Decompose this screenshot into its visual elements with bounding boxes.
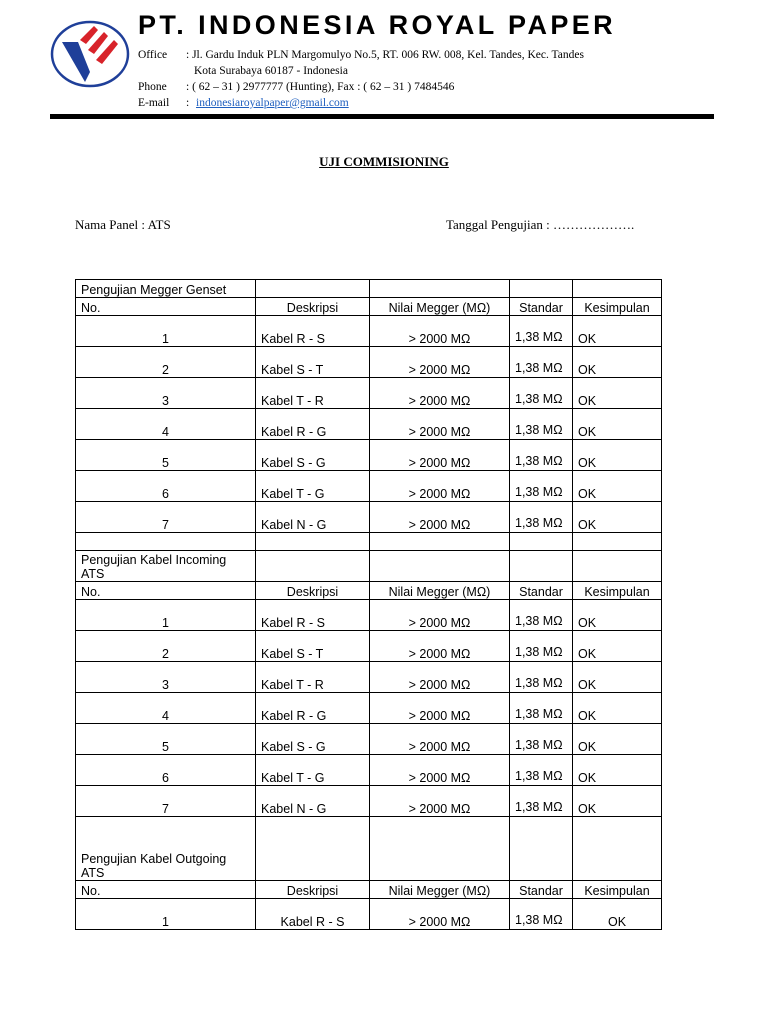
row-number: 1 — [76, 899, 256, 930]
email-link[interactable]: indonesiaroyalpaper@gmail.com — [196, 97, 349, 109]
row-standard: 1,38 MΩ — [510, 724, 573, 755]
row-megger-value: > 2000 MΩ — [370, 693, 510, 724]
table-row — [76, 631, 662, 662]
row-standard: 1,38 MΩ — [510, 440, 573, 471]
email-label: E-mail — [138, 97, 170, 109]
row-standard: 1,38 MΩ — [510, 378, 573, 409]
row-standard: 1,38 MΩ — [510, 662, 573, 693]
row-standard: 1,38 MΩ — [510, 471, 573, 502]
section-title: Pengujian Kabel Outgoing ATS — [76, 817, 256, 881]
section-title: Pengujian Megger Genset — [76, 280, 256, 298]
row-number: 2 — [76, 347, 256, 378]
row-result: OK — [573, 662, 662, 693]
column-header-row — [76, 881, 662, 899]
company-name: PT. INDONESIA ROYAL PAPER — [138, 10, 617, 40]
row-standard: 1,38 MΩ — [510, 409, 573, 440]
commissioning-table — [75, 279, 662, 930]
row-standard: 1,38 MΩ — [510, 899, 573, 930]
row-description: Kabel S - T — [256, 631, 370, 662]
row-megger-value: > 2000 MΩ — [370, 347, 510, 378]
office-address-line2: Kota Surabaya 60187 - Indonesia — [194, 65, 348, 77]
empty-cell — [370, 817, 510, 881]
row-standard: 1,38 MΩ — [510, 786, 573, 817]
row-description: Kabel R - G — [256, 693, 370, 724]
row-number: 3 — [76, 662, 256, 693]
office-label: Office — [138, 49, 168, 61]
logo-blue-stroke — [62, 42, 90, 82]
col-header-nilai-megger: Nilai Megger (MΩ) — [370, 582, 510, 600]
col-header-deskripsi: Deskripsi — [256, 582, 370, 600]
empty-cell — [370, 551, 510, 582]
column-header-row — [76, 298, 662, 316]
row-megger-value: > 2000 MΩ — [370, 724, 510, 755]
row-description: Kabel R - G — [256, 409, 370, 440]
col-header-no: No. — [76, 582, 256, 600]
row-number: 6 — [76, 755, 256, 786]
row-description: Kabel S - G — [256, 440, 370, 471]
empty-cell — [510, 280, 573, 298]
row-result: OK — [573, 502, 662, 533]
row-description: Kabel R - S — [256, 316, 370, 347]
empty-cell — [256, 280, 370, 298]
row-description: Kabel T - G — [256, 471, 370, 502]
row-result: OK — [573, 409, 662, 440]
table-row — [76, 502, 662, 533]
row-result: OK — [573, 693, 662, 724]
row-megger-value: > 2000 MΩ — [370, 786, 510, 817]
phone-value: : ( 62 – 31 ) 2977777 (Hunting), Fax : ( 62 – 31 ) 7484546 — [186, 81, 455, 93]
row-description: Kabel R - S — [256, 600, 370, 631]
panel-name: Nama Panel : ATS — [75, 217, 171, 232]
row-description: Kabel T - R — [256, 662, 370, 693]
col-header-deskripsi: Deskripsi — [256, 298, 370, 316]
row-description: Kabel N - G — [256, 786, 370, 817]
row-result: OK — [573, 755, 662, 786]
document-title: UJI COMMISIONING — [319, 154, 449, 169]
row-result: OK — [573, 631, 662, 662]
email-separator: : — [186, 97, 190, 109]
row-standard: 1,38 MΩ — [510, 600, 573, 631]
row-result: OK — [573, 316, 662, 347]
header-divider — [50, 114, 714, 119]
row-description: Kabel N - G — [256, 502, 370, 533]
row-result: OK — [573, 471, 662, 502]
row-result: OK — [573, 899, 662, 930]
empty-cell — [76, 533, 256, 551]
row-megger-value: > 2000 MΩ — [370, 899, 510, 930]
row-description: Kabel R - S — [256, 899, 370, 930]
table-row — [76, 600, 662, 631]
row-megger-value: > 2000 MΩ — [370, 631, 510, 662]
table-row — [76, 693, 662, 724]
empty-cell — [510, 817, 573, 881]
section-title-row — [76, 551, 662, 582]
empty-cell — [256, 551, 370, 582]
row-standard: 1,38 MΩ — [510, 693, 573, 724]
row-description: Kabel S - G — [256, 724, 370, 755]
row-number: 3 — [76, 378, 256, 409]
logo-red-stroke-1 — [80, 26, 98, 44]
empty-cell — [573, 817, 662, 881]
row-result: OK — [573, 786, 662, 817]
empty-cell — [573, 551, 662, 582]
row-number: 5 — [76, 440, 256, 471]
office-address-line1: : Jl. Gardu Induk PLN Margomulyo No.5, RT. 006 RW. 008, Kel. Tandes, Kec. Tandes — [186, 49, 584, 61]
row-megger-value: > 2000 MΩ — [370, 662, 510, 693]
empty-cell — [510, 533, 573, 551]
row-result: OK — [573, 440, 662, 471]
empty-cell — [573, 280, 662, 298]
row-megger-value: > 2000 MΩ — [370, 378, 510, 409]
section-title: Pengujian Kabel Incoming ATS — [76, 551, 256, 582]
row-result: OK — [573, 378, 662, 409]
company-logo — [50, 20, 130, 88]
empty-cell — [510, 551, 573, 582]
col-header-no: No. — [76, 298, 256, 316]
table-row — [76, 316, 662, 347]
row-number: 4 — [76, 409, 256, 440]
col-header-standar: Standar — [510, 582, 573, 600]
empty-cell — [573, 533, 662, 551]
table-spacer-row — [76, 533, 662, 551]
table-row — [76, 755, 662, 786]
section-title-row — [76, 817, 662, 881]
col-header-standar: Standar — [510, 881, 573, 899]
row-description: Kabel T - R — [256, 378, 370, 409]
row-standard: 1,38 MΩ — [510, 631, 573, 662]
table-row — [76, 440, 662, 471]
col-header-deskripsi: Deskripsi — [256, 881, 370, 899]
row-megger-value: > 2000 MΩ — [370, 600, 510, 631]
phone-label: Phone — [138, 81, 167, 93]
col-header-nilai-megger: Nilai Megger (MΩ) — [370, 881, 510, 899]
table-row — [76, 662, 662, 693]
table-row — [76, 347, 662, 378]
table-row — [76, 471, 662, 502]
row-number: 1 — [76, 600, 256, 631]
row-standard: 1,38 MΩ — [510, 347, 573, 378]
row-number: 1 — [76, 316, 256, 347]
col-header-standar: Standar — [510, 298, 573, 316]
row-result: OK — [573, 724, 662, 755]
row-number: 7 — [76, 786, 256, 817]
row-description: Kabel S - T — [256, 347, 370, 378]
empty-cell — [370, 280, 510, 298]
table-row — [76, 378, 662, 409]
col-header-nilai-megger: Nilai Megger (MΩ) — [370, 298, 510, 316]
row-megger-value: > 2000 MΩ — [370, 502, 510, 533]
row-megger-value: > 2000 MΩ — [370, 316, 510, 347]
row-description: Kabel T - G — [256, 755, 370, 786]
table-row — [76, 786, 662, 817]
row-megger-value: > 2000 MΩ — [370, 755, 510, 786]
row-megger-value: > 2000 MΩ — [370, 440, 510, 471]
contact-block — [138, 47, 584, 111]
table-row — [76, 724, 662, 755]
row-standard: 1,38 MΩ — [510, 502, 573, 533]
empty-cell — [256, 533, 370, 551]
row-number: 4 — [76, 693, 256, 724]
table-row — [76, 899, 662, 930]
row-number: 2 — [76, 631, 256, 662]
col-header-kesimpulan: Kesimpulan — [573, 582, 662, 600]
row-number: 7 — [76, 502, 256, 533]
col-header-no: No. — [76, 881, 256, 899]
row-megger-value: > 2000 MΩ — [370, 409, 510, 440]
test-date: Tanggal Pengujian : ………………. — [446, 217, 635, 232]
row-number: 6 — [76, 471, 256, 502]
row-megger-value: > 2000 MΩ — [370, 471, 510, 502]
row-number: 5 — [76, 724, 256, 755]
section-title-row — [76, 280, 662, 298]
empty-cell — [256, 817, 370, 881]
row-standard: 1,38 MΩ — [510, 316, 573, 347]
row-result: OK — [573, 600, 662, 631]
col-header-kesimpulan: Kesimpulan — [573, 881, 662, 899]
row-standard: 1,38 MΩ — [510, 755, 573, 786]
col-header-kesimpulan: Kesimpulan — [573, 298, 662, 316]
empty-cell — [370, 533, 510, 551]
table-row — [76, 409, 662, 440]
row-result: OK — [573, 347, 662, 378]
column-header-row — [76, 582, 662, 600]
